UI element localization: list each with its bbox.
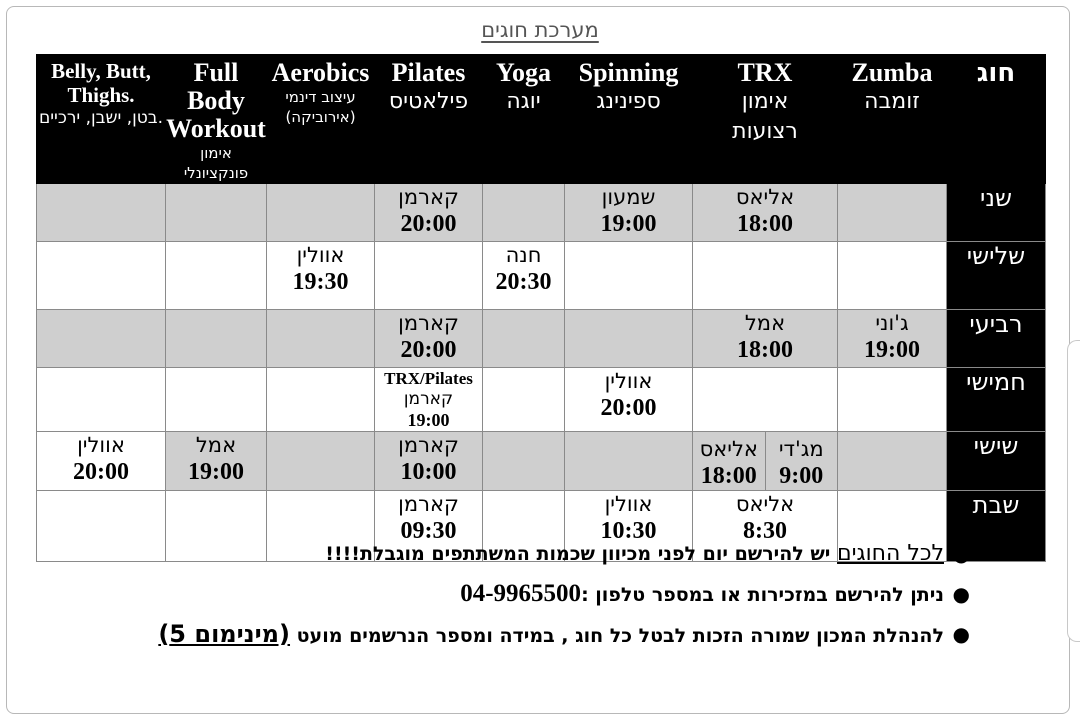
phone-number: 04-9965500 [460,580,582,607]
cell-wed-belly [37,310,166,368]
instructor-name: קארמן [398,433,459,457]
header-trx-he: אימון רצועות [732,89,798,144]
header-aerobics-en: Aerobics [271,58,370,87]
row-wednesday [37,310,1046,368]
cell-mon-zumba [838,184,947,242]
class-time: 8:30 [743,518,787,544]
header-spinning [565,55,693,184]
class-time: 10:30 [600,518,657,544]
class-time: 18:00 [737,211,793,237]
header-trx [693,55,838,184]
cell-tue-spinning [565,242,693,310]
class-time: 9:00 [779,463,824,489]
cell-thu-aerobics [267,368,375,432]
cell-thu-trx [693,368,838,432]
instructor-name: ג'וני [875,311,909,335]
class-label: TRX/Pilates [384,369,473,388]
instructor-name: קארמן [398,311,459,335]
class-time: 20:30 [495,269,552,295]
cell-tue-fullbody [166,242,267,310]
cell-wed-pilates [375,310,483,368]
class-time: 18:00 [737,337,793,363]
instructor-name: שמעון [601,185,656,209]
header-trx-en: TRX [737,58,793,87]
cell-thu-pilates [375,368,483,432]
class-time: 20:00 [600,395,657,421]
instructor-name: אוולין [296,243,345,267]
day-monday: שני [947,184,1046,242]
cell-wed-spinning [565,310,693,368]
cell-mon-belly [37,184,166,242]
day-wednesday: רביעי [947,310,1046,368]
instructor-name: קארמן [398,492,459,516]
note-cancellation [120,614,970,654]
note-registration [120,534,970,574]
header-yoga [483,55,565,184]
cell-thu-belly [37,368,166,432]
cell-mon-aerobics [267,184,375,242]
class-time: 19:00 [864,337,920,363]
cell-mon-trx [693,184,838,242]
cell-fri-pilates [375,432,483,491]
class-time: 09:30 [400,518,457,544]
day-tuesday: שלישי [947,242,1046,310]
header-spinning-he: ספינינג [596,89,661,114]
cell-thu-zumba [838,368,947,432]
class-time: 19:00 [407,410,450,430]
cell-fri-trx [693,432,838,491]
class-time: 20:00 [400,211,457,237]
cell-tue-zumba [838,242,947,310]
trx-slot-b [765,432,838,490]
page-title: מערכת חוגים [481,18,599,42]
class-time: 20:00 [400,337,457,363]
instructor-name: אוולין [604,492,653,516]
header-pilates-en: Pilates [391,58,466,87]
row-tuesday [37,242,1046,310]
header-aerobics [267,55,375,184]
class-time: 19:30 [292,269,349,295]
split-cell [693,432,837,490]
header-zumba [838,55,947,184]
instructor-name: קארמן [403,389,454,409]
cell-tue-pilates [375,242,483,310]
header-class: חוג [947,55,1046,184]
instructor-name: אמל [744,311,786,335]
header-pilates [375,55,483,184]
instructor-name: מג'די [778,437,824,461]
day-thursday: חמישי [947,368,1046,432]
cell-wed-yoga [483,310,565,368]
cell-mon-yoga [483,184,565,242]
instructor-name: חנה [505,243,542,267]
bullet-icon: ● [952,542,970,566]
day-friday: שישי [947,432,1046,491]
cell-thu-fullbody [166,368,267,432]
instructor-name: אמל [195,433,237,457]
cell-tue-belly [37,242,166,310]
note-phone [120,574,970,614]
bullet-icon: ● [952,582,970,606]
class-time: 19:00 [600,211,657,237]
cell-mon-fullbody [166,184,267,242]
class-time: 18:00 [700,463,757,489]
header-spinning-en: Spinning [578,58,679,87]
header-fullbody-en: Full Body Workout [166,58,266,143]
cell-fri-aerobics [267,432,375,491]
cell-wed-zumba [838,310,947,368]
cell-wed-aerobics [267,310,375,368]
cell-mon-spinning [565,184,693,242]
note-registration-emphasis: לכל החוגים [837,541,944,566]
row-thursday [37,368,1046,432]
cell-wed-fullbody [166,310,267,368]
header-row [37,55,1046,184]
header-belly-en: Belly, Butt, Thighs. [51,59,151,107]
class-time: 10:00 [400,459,457,485]
header-aerobics-he: עיצוב דינמי (אירוביקה) [285,88,356,126]
cell-fri-fullbody [166,432,267,491]
instructor-name: אליאס [699,437,758,461]
class-time: 19:00 [188,459,244,485]
cell-tue-trx [693,242,838,310]
note-minimum: (מינימום 5) [158,620,291,648]
instructor-name: אוולין [604,369,653,393]
day-saturday: שבת [947,491,1046,562]
cell-fri-spinning [565,432,693,491]
header-fullbody [166,55,267,184]
header-zumba-he: זומבה [864,89,920,114]
header-belly [37,55,166,184]
cell-fri-belly [37,432,166,491]
instructor-name: קארמן [398,185,459,209]
cell-fri-yoga [483,432,565,491]
cell-fri-zumba [838,432,947,491]
row-friday [37,432,1046,491]
page-title-container [0,18,1080,42]
cell-tue-aerobics [267,242,375,310]
header-pilates-he: פילאטיס [388,89,469,114]
header-belly-he: בטן, ישבן, ירכיים. [38,108,164,128]
note-registration-text: יש להירשם יום לפני מכיוון שכמות המשתתפים מוגבלת!!!! [325,543,838,565]
cell-wed-trx [693,310,838,368]
header-yoga-en: Yoga [496,58,551,87]
instructor-name: אוולין [77,433,125,457]
header-zumba-en: Zumba [851,58,933,87]
note-phone-text: ניתן להירשם במזכירות או במספר טלפון : [581,584,944,606]
bullet-icon: ● [952,622,970,646]
class-time: 20:00 [73,459,129,485]
cell-thu-spinning [565,368,693,432]
row-monday [37,184,1046,242]
cell-mon-pilates [375,184,483,242]
note-cancellation-text: להנהלת המכון שמורה הזכות לבטל כל חוג , במידה ומספר הנרשמים מועט [290,625,944,647]
header-yoga-he: יוגה [506,89,541,114]
cell-tue-yoga [483,242,565,310]
notes-list [120,534,970,654]
instructor-name: אליאס [735,492,795,516]
class-schedule-table [36,54,1046,562]
side-scroll-tab[interactable] [1067,340,1080,642]
cell-thu-yoga [483,368,565,432]
trx-slot-a [693,432,765,490]
instructor-name: אליאס [735,185,795,209]
header-fullbody-he: אימון פונקציונלי [183,144,249,182]
